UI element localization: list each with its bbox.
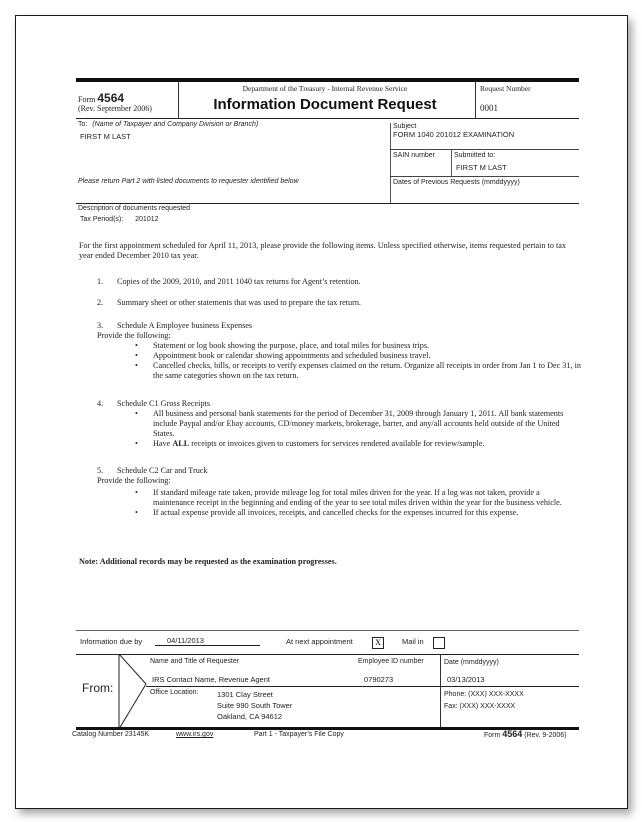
item-title: Schedule A Employee business Expenses: [117, 321, 253, 330]
irs-website-link[interactable]: www.irs.gov: [176, 731, 214, 738]
item3-bullets: [135, 341, 581, 381]
to-value: FIRST M LAST: [80, 132, 131, 141]
fax: Fax: (XXX) XXX-XXXX: [444, 703, 516, 710]
divider: [475, 82, 476, 118]
mail-in-checkbox[interactable]: [433, 637, 445, 649]
divider: [390, 176, 579, 177]
intro-paragraph: For the first appointment scheduled for April 11, 2013, please provide the following items. Unless specified otherwise, items requested pertain to tax year ended December 2010 tax year.: [79, 241, 566, 260]
note: Note: Additional records may be requested as the examination progresses.: [79, 557, 337, 566]
divider: [76, 654, 579, 655]
form-revision: (Rev. September 2006): [78, 104, 152, 113]
bullet-text: Have: [153, 439, 173, 448]
divider: [76, 118, 579, 119]
copy-label: Part 1 - Taxpayer’s File Copy: [254, 731, 344, 738]
date-value: 03/13/2013: [447, 675, 485, 684]
office-label: Office Location:: [150, 689, 199, 696]
employee-id-value: 0790273: [364, 675, 394, 684]
request-number: 0001: [480, 103, 498, 113]
form-id: [78, 91, 124, 105]
tax-period-label: Tax Period(s):: [80, 216, 124, 223]
header-rule: [76, 78, 579, 82]
provide-label: Provide the following:: [97, 331, 171, 340]
divider: [76, 203, 579, 204]
return-note: Please return Part 2 with listed documents to requester identified below: [78, 178, 299, 185]
from-label: From:: [82, 681, 114, 695]
submitted-to-label: Submitted to:: [454, 152, 496, 159]
sain-label: SAIN number: [393, 152, 436, 159]
bullet-item: [135, 439, 581, 449]
to-hint: (Name of Taxpayer and Company Division or Branch): [92, 121, 259, 128]
phone: Phone: (XXX) XXX-XXXX: [444, 691, 524, 698]
item-title: Schedule C1 Gross Receipts: [117, 399, 211, 408]
item-number: 2.: [97, 298, 104, 307]
bullet-item: • If standard mileage rate taken, provide mileage log for total miles driven for the year. If a log was not taken, provide a maintenance receipt in the beginning and ending of the year to see total miles driven within the year for the business vehicle.: [135, 488, 581, 508]
next-appointment-label: At next appointment: [286, 637, 353, 646]
bullet-item: • Statement or log book showing the purpose, place, and total miles for business trips.: [135, 341, 581, 351]
next-appointment-checkbox[interactable]: X: [372, 637, 384, 649]
bullet-item: • Cancelled checks, bills, or receipts to verify expenses claimed on the return. Organize all receipts in order from Jan 1 to Dec 31, in the same categories shown on the tax return.: [135, 361, 581, 381]
item-number: 1.: [97, 277, 104, 286]
bullet-item: • If actual expense provide all invoices, receipts, and cancelled checks for the expenses incurred for this expense.: [135, 508, 581, 518]
divider: [178, 82, 179, 118]
form-label: Form: [78, 95, 96, 104]
submitted-to-value: FIRST M LAST: [456, 163, 507, 172]
divider: [76, 630, 579, 631]
divider: [390, 149, 579, 150]
catalog-number: Catalog Number 23145K: [72, 731, 150, 738]
address-line: 1301 Clay Street: [217, 690, 273, 699]
divider: [440, 654, 441, 729]
item-text: Copies of the 2009, 2010, and 2011 1040 tax returns for Agent’s retention.: [117, 277, 361, 286]
address-line: Suite 990 South Tower: [217, 701, 293, 710]
tax-period-value: 201012: [135, 216, 159, 223]
previous-requests-label: Dates of Previous Requests (mmddyyyy): [393, 179, 520, 186]
list-item: [97, 277, 361, 287]
from-arrow-icon: [118, 654, 148, 729]
item-title: Schedule C2 Car and Truck: [117, 466, 208, 475]
bullet-item: • All business and personal bank statements for the period of December 31, 2009 through January 1, 2011. All bank statements include Paypal and/or Ebay accounts, CD/money markets, brokerage, barter, and any/all accounts held outside of the United States.: [135, 409, 581, 439]
list-item: [97, 321, 253, 331]
list-item: [97, 399, 211, 409]
tax-period: [80, 216, 159, 223]
divider: [390, 123, 391, 203]
form-footer-number: 4564: [502, 729, 523, 739]
item-number: 4.: [97, 399, 104, 408]
description-label: Description of documents requested: [78, 205, 191, 212]
form-number: 4564: [97, 91, 125, 105]
list-item: [97, 298, 361, 308]
address-line: Oakland, CA 94612: [217, 712, 283, 721]
due-date-field[interactable]: 04/11/2013: [155, 636, 260, 646]
page-title: Information Document Request: [213, 96, 437, 113]
date-label: Date (mmddyyyy): [444, 659, 499, 666]
divider: [451, 149, 452, 176]
requester-label: Name and Title of Requester: [150, 658, 240, 665]
to-label-row: [78, 121, 258, 128]
office-address: [217, 689, 292, 722]
item-text: Summary sheet or other statements that was used to prepare the tax return.: [117, 298, 361, 307]
item5-bullets: [135, 488, 581, 518]
provide-label: Provide the following:: [97, 476, 171, 485]
bullet-text: receipts or invoices given to customers for services rendered available for review/sample.: [189, 439, 485, 448]
subject-label: Subject: [393, 123, 417, 130]
due-label: Information due by: [80, 637, 143, 646]
item4-bullets: [135, 409, 581, 449]
employee-id-label: Employee ID number: [358, 658, 424, 665]
item-number: 3.: [97, 321, 104, 330]
request-number-label: Request Number: [480, 84, 531, 93]
subject-field: [393, 123, 514, 139]
form-footer-label: Form: [484, 732, 503, 739]
bullet-emphasis: ALL: [172, 439, 190, 448]
requester-value: IRS Contact Name, Revenue Agent: [152, 675, 270, 684]
department: Department of the Treasury - Internal Revenue Service: [242, 84, 408, 93]
form-footer: [484, 729, 567, 739]
form-footer-revision: (Rev. 9-2006): [522, 732, 567, 739]
subject-value: FORM 1040 201012 EXAMINATION: [393, 130, 515, 139]
list-item: [97, 466, 208, 476]
to-label: To:: [78, 121, 88, 128]
item-number: 5.: [97, 466, 104, 475]
divider: [146, 686, 579, 687]
bullet-item: • Appointment book or calendar showing appointments and scheduled business travel.: [135, 351, 581, 361]
mail-in-label: Mail in: [402, 637, 424, 646]
